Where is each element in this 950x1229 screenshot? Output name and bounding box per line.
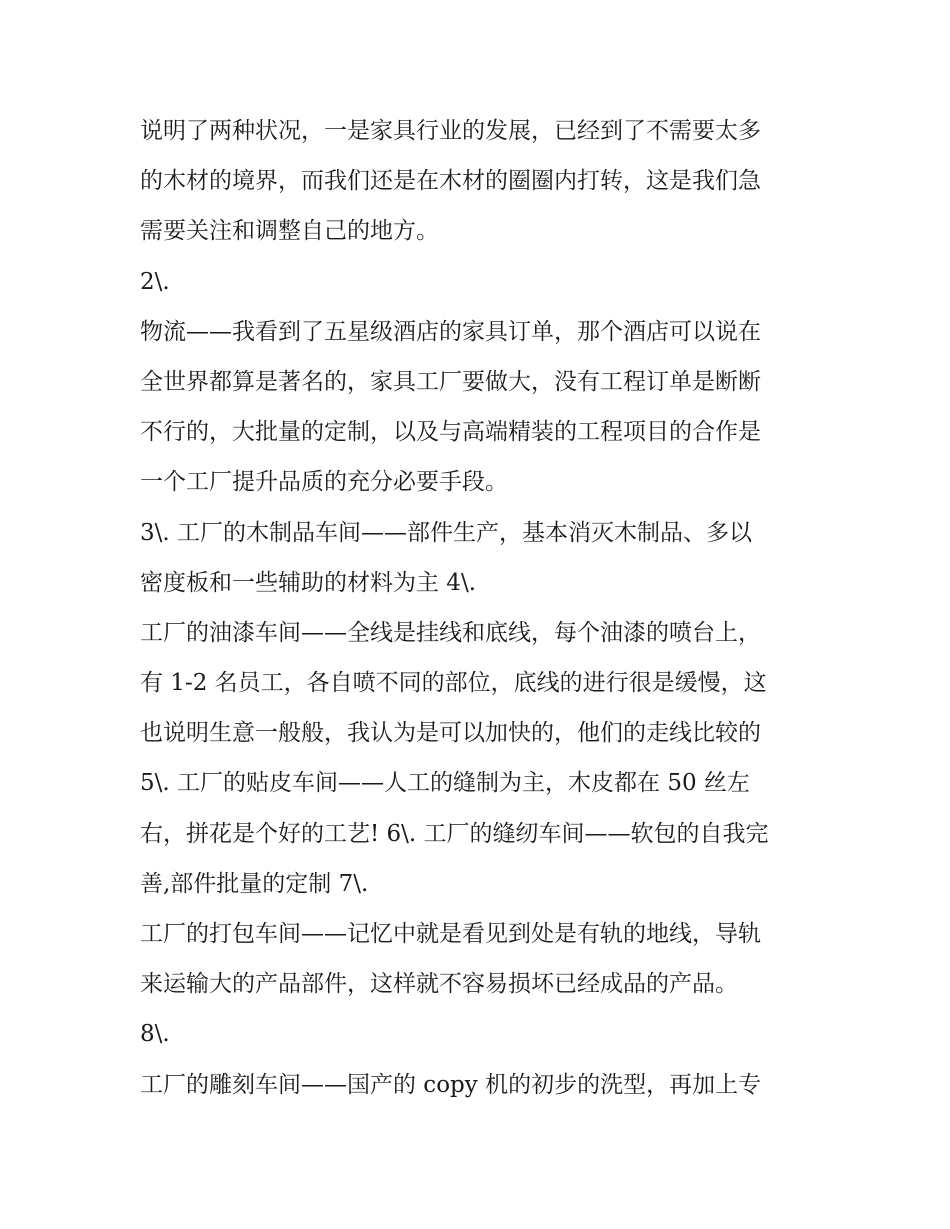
text-line: 有 1-2 名员工，各自喷不同的部位，底线的进行很是缓慢，这 [140, 670, 767, 697]
text-line: 的木材的境界，而我们还是在木材的圈圈内打转，这是我们急 [140, 168, 761, 195]
text-line: 8\. [140, 1021, 170, 1048]
text-line: 善,部件批量的定制 7\. [140, 870, 369, 897]
text-line: 需要关注和调整自己的地方。 [140, 218, 439, 245]
text-line: 工厂的打包车间——记忆中就是看见到处是有轨的地线，导轨 [140, 921, 761, 947]
text-line: 3\. 工厂的木制品车间——部件生产，基本消灭木制品、多以 [140, 519, 753, 546]
text-line: 不行的，大批量的定制，以及与高端精装的工程项目的合作是 [140, 419, 761, 446]
text-line: 物流——我看到了五星级酒店的家具订单，那个酒店可以说在 [140, 318, 761, 345]
text-line: 右，拼花是个好的工艺! 6\. 工厂的缝纫车间——软包的自我完 [140, 820, 769, 847]
text-line: 一个工厂提升品质的充分必要手段。 [140, 469, 508, 496]
text-line: 2\. [140, 268, 170, 295]
text-line: 说明了两种状况，一是家具行业的发展，已经到了不需要太多 [140, 118, 761, 144]
document-body [140, 106, 820, 1110]
text-line: 工厂的雕刻车间——国产的 copy 机的初步的洗型，再加上专 [140, 1071, 762, 1098]
text-line: 也说明生意一般般，我认为是可以加快的，他们的走线比较的 [140, 720, 761, 747]
text-line: 工厂的油漆车间——全线是挂线和底线，每个油漆的喷台上， [140, 619, 761, 646]
text-line: 全世界都算是著名的，家具工厂要做大，没有工程订单是断断 [140, 368, 761, 395]
text-line: 5\. 工厂的贴皮车间——人工的缝制为主，木皮都在 50 丝左 [140, 770, 750, 797]
text-line: 来运输大的产品部件，这样就不容易损坏已经成品的产品。 [140, 971, 738, 998]
text-line: 密度板和一些辅助的材料为主 4\. [140, 569, 477, 596]
